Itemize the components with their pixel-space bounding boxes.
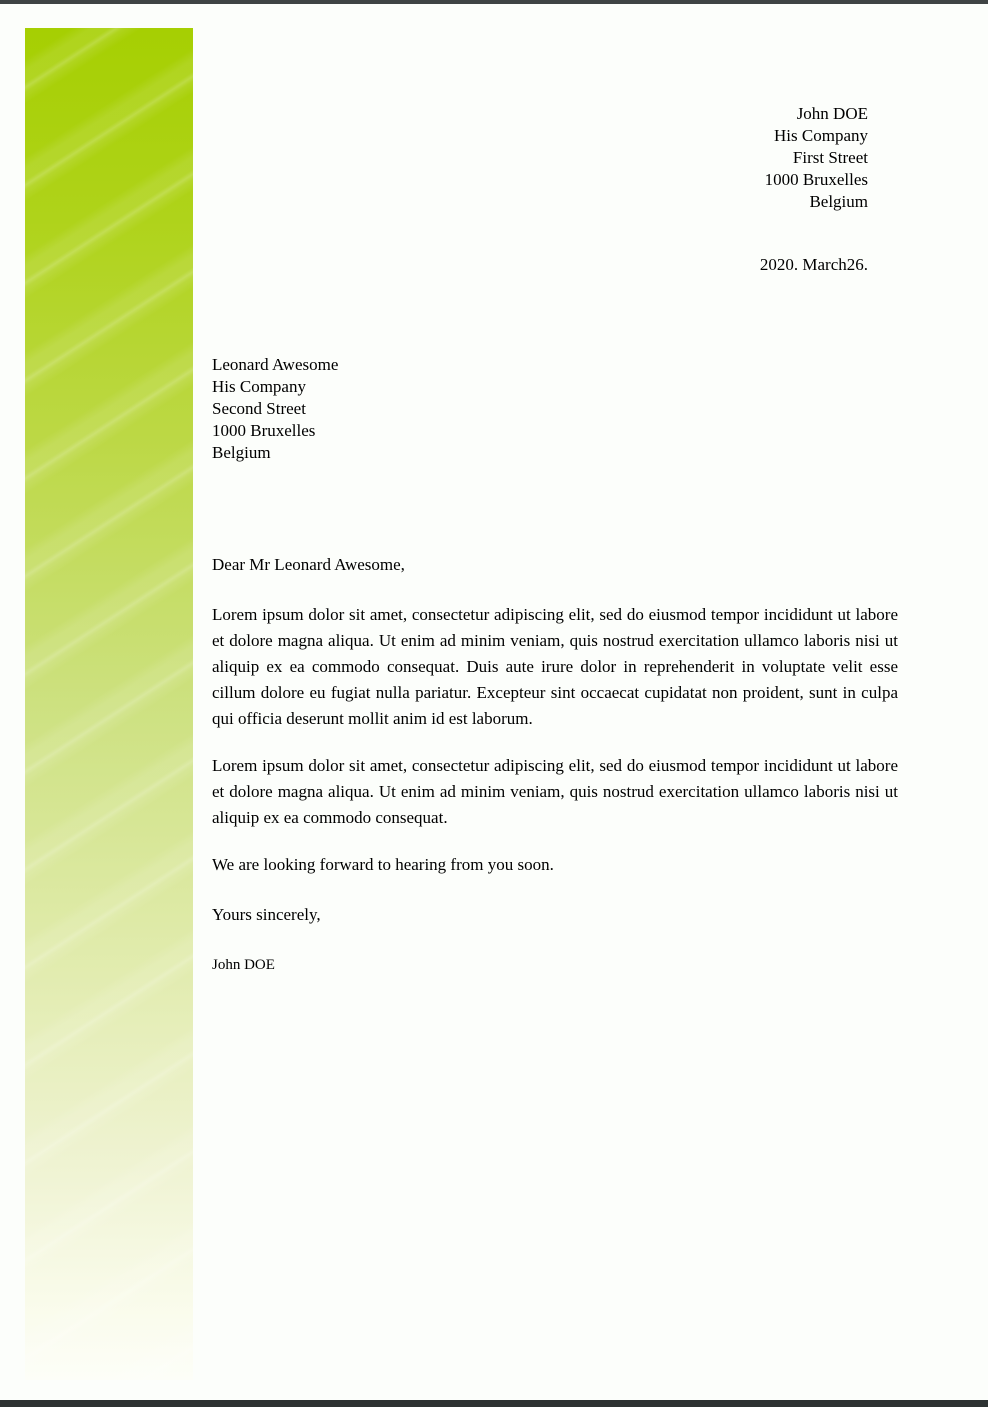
green-accent-bar — [25, 28, 193, 1380]
letter-date: 2020. March26. — [759, 255, 868, 274]
recipient-country: Belgium — [212, 443, 271, 462]
recipient-city: 1000 Bruxelles — [212, 421, 316, 440]
recipient-address-block — [212, 354, 338, 464]
body-paragraph-1: Lorem ipsum dolor sit amet, consectetur adipiscing elit, sed do eiusmod tempor incididunt ut labore et dolore magna aliqua. Ut enim ad minim veniam, quis nostrud exercitation ullamco laboris nisi ut aliquip ex ea commodo consequat. Duis aute irure dolor in reprehenderit in voluptate velit esse cillum dolore eu fugiat nulla pariatur. Excepteur sint occaecat cupidatat non proident, sunt in culpa qui officia deserunt mollit anim id est laborum. — [212, 605, 898, 728]
top-rule — [0, 0, 988, 4]
recipient-street: Second Street — [212, 399, 306, 418]
sender-street: First Street — [792, 148, 868, 167]
signature-name: John DOE — [212, 957, 275, 973]
sender-country: Belgium — [809, 192, 868, 211]
sender-city: 1000 Bruxelles — [764, 170, 868, 189]
letter-body — [212, 552, 898, 978]
sender-address-block — [765, 103, 868, 213]
sender-company: His Company — [774, 126, 868, 145]
closing-line: We are looking forward to hearing from you soon. — [212, 855, 554, 874]
bottom-rule — [0, 1400, 988, 1407]
salutation: Dear Mr Leonard Awesome, — [212, 555, 405, 574]
sender-name: John DOE — [796, 104, 868, 123]
valediction: Yours sincerely, — [212, 905, 321, 924]
recipient-company: His Company — [212, 377, 306, 396]
recipient-name: Leonard Awesome — [212, 355, 339, 374]
body-paragraph-2: Lorem ipsum dolor sit amet, consectetur adipiscing elit, sed do eiusmod tempor incididunt ut labore et dolore magna aliqua. Ut enim ad minim veniam, quis nostrud exercitation ullamco laboris nisi ut aliquip ex ea commodo consequat. — [212, 756, 898, 827]
